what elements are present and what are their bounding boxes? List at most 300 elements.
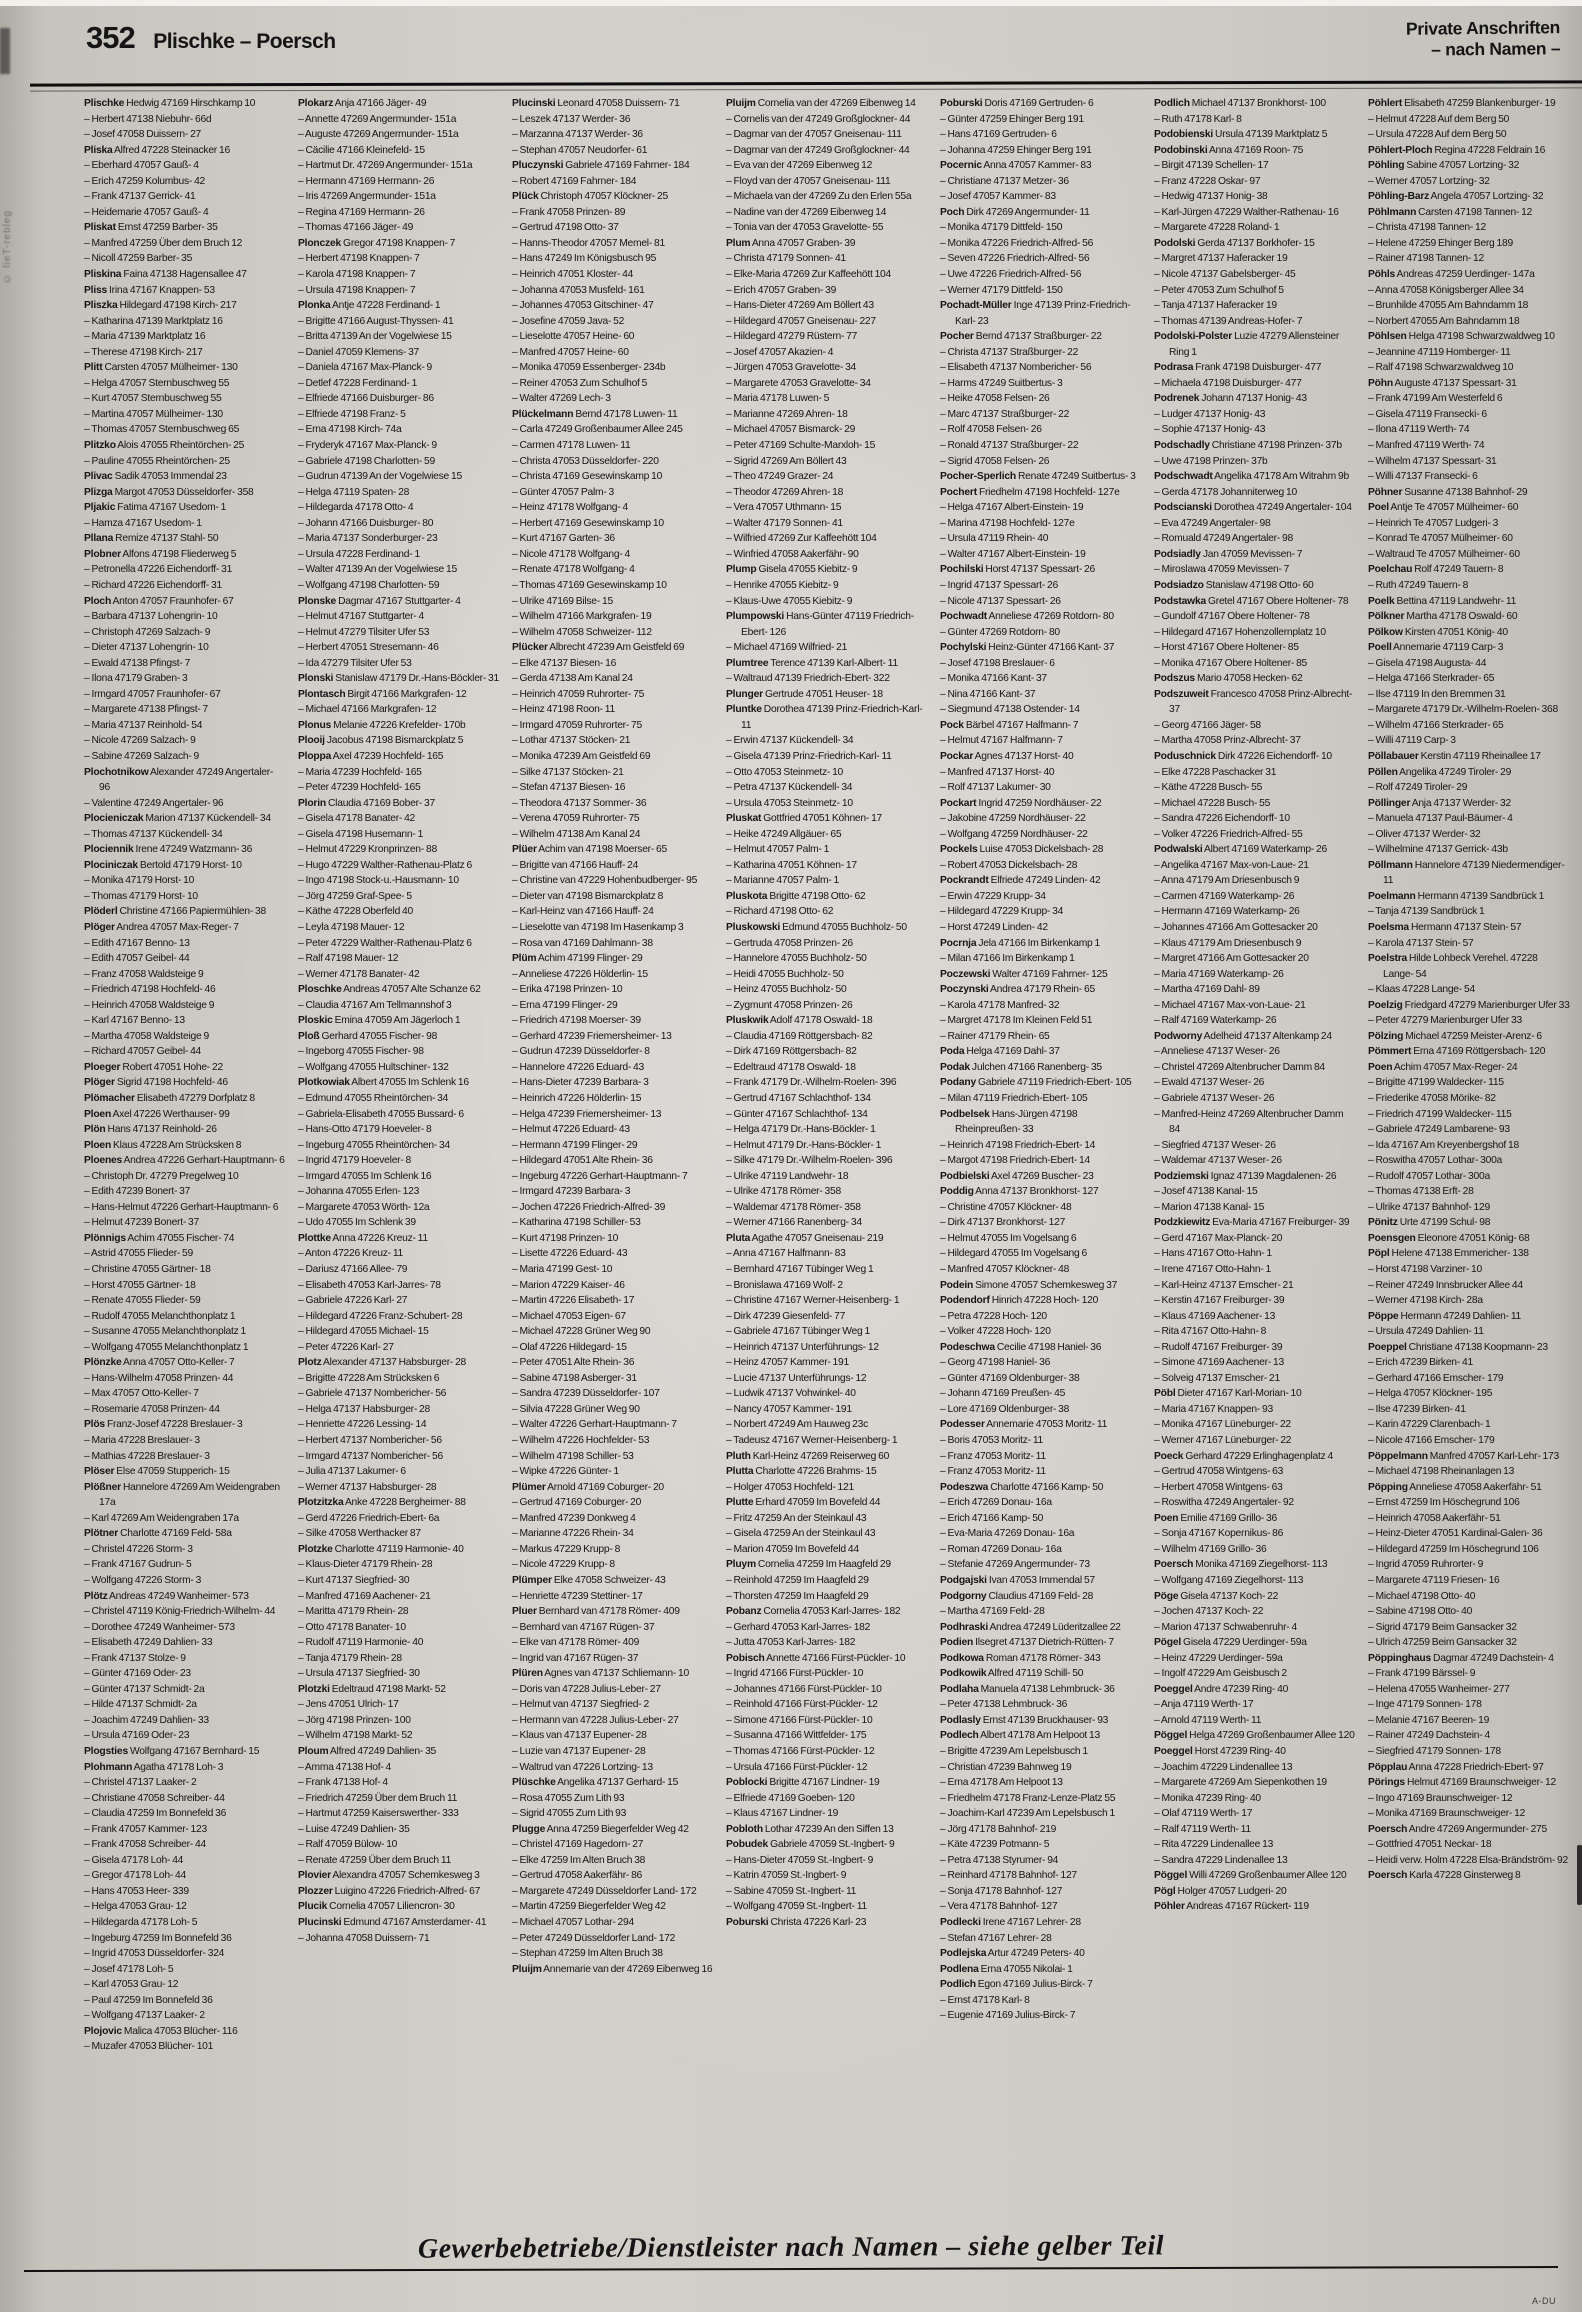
directory-entry: Pock Bärbel 47167 Halfmann- 7 bbox=[940, 719, 1079, 731]
entry-surname: Podlich bbox=[940, 1979, 976, 1991]
directory-entry: Plößner Hannelore 47269 Am Weidengraben 17a bbox=[84, 1481, 280, 1509]
directory-entry: – Gabriele 47137 Nombericher- 56 bbox=[298, 1388, 447, 1400]
directory-entry: – Michael 47198 Otto- 40 bbox=[1368, 1590, 1476, 1602]
directory-entry: – Ursula 47119 Rhein- 40 bbox=[940, 533, 1049, 545]
directory-entry: – Henriette 47239 Stettiner- 17 bbox=[512, 1590, 643, 1602]
entry-surname: Plutte bbox=[726, 1497, 754, 1509]
directory-entry: – Günter 47057 Palm- 3 bbox=[512, 486, 614, 498]
directory-entry: Pobanz Cornelia 47053 Karl-Jarres- 182 bbox=[726, 1606, 901, 1618]
directory-entry: – Helmut 47057 Palm- 1 bbox=[726, 844, 830, 856]
directory-entry: – Horst 47055 Gärtner- 18 bbox=[84, 1279, 196, 1291]
entry-surname: Ploch bbox=[84, 595, 112, 607]
directory-entry: – Christel 47226 Storm- 3 bbox=[84, 1543, 193, 1555]
entry-surname: Poell bbox=[1368, 642, 1392, 654]
directory-entry: Plös Franz-Josef 47228 Breslauer- 3 bbox=[84, 1419, 243, 1431]
directory-entry: – Josef 47058 Duissern- 27 bbox=[84, 129, 202, 141]
directory-entry: – Ingrid 47053 Düsseldorfer- 324 bbox=[84, 1948, 225, 1960]
directory-entry: – Holger 47053 Hochfeld- 121 bbox=[726, 1481, 854, 1493]
directory-entry: Pocernic Anna 47057 Kammer- 83 bbox=[940, 160, 1092, 172]
directory-entry: Poersch Karla 47228 Ginsterweg 8 bbox=[1368, 1870, 1521, 1882]
directory-entry: – Josef 47178 Loh- 5 bbox=[84, 1963, 174, 1975]
directory-entry: – Manfred 47057 Klöckner- 48 bbox=[940, 1264, 1070, 1276]
directory-entry: – Erna 47199 Flinger- 29 bbox=[512, 999, 618, 1011]
directory-entry: Pöhlert Elisabeth 47259 Blankenburger- 19 bbox=[1368, 98, 1556, 109]
directory-entry: – Michael 47166 Markgrafen- 12 bbox=[298, 704, 437, 716]
directory-entry: – Maria 47169 Waterkamp- 26 bbox=[1154, 968, 1284, 980]
directory-entry: – Peter 47138 Lehmbruck- 36 bbox=[940, 1699, 1068, 1711]
directory-entry: – Bernhard van 47167 Rügen- 37 bbox=[512, 1621, 655, 1633]
directory-entry: – Maria 47167 Knappen- 93 bbox=[1154, 1403, 1274, 1415]
directory-column-4 bbox=[726, 96, 928, 1931]
directory-entry: – Martin 47259 Biegerfelder Weg 42 bbox=[512, 1901, 666, 1913]
directory-entry: – Carmen 47178 Luwen- 11 bbox=[512, 440, 631, 452]
directory-entry: Plonka Antje 47228 Ferdinand- 1 bbox=[298, 300, 441, 312]
directory-entry: – Heidi verw. Holm 47228 Elsa-Brändström- 92 bbox=[1368, 1854, 1569, 1866]
directory-entry: Plorin Claudia 47169 Bober- 37 bbox=[298, 797, 435, 809]
directory-entry: – Petra 47137 Kückendell- 34 bbox=[726, 782, 853, 794]
directory-entry: Plitt Carsten 47057 Mülheimer- 130 bbox=[84, 362, 238, 374]
directory-entry: Podlena Erna 47055 Nikolai- 1 bbox=[940, 1963, 1073, 1975]
entry-surname: Pöpplau bbox=[1368, 1761, 1408, 1773]
entry-surname: Podkowa bbox=[940, 1652, 984, 1664]
entry-surname: Podlech bbox=[940, 1730, 979, 1742]
directory-entry: – Rolf 47137 Lakumer- 30 bbox=[940, 782, 1051, 794]
entry-surname: Plumpowski bbox=[726, 611, 785, 623]
directory-entry: – Gabriele 47167 Tübinger Weg 1 bbox=[726, 1326, 870, 1338]
directory-entry: – Heinrich 47051 Kloster- 44 bbox=[512, 269, 634, 281]
directory-entry: Plötz Andreas 47249 Wanheimer- 573 bbox=[84, 1590, 249, 1602]
entry-surname: Pöhlsen bbox=[1368, 331, 1407, 343]
entry-surname: Poburski bbox=[940, 98, 983, 109]
directory-entry: Poelmann Hermann 47139 Sandbrück 1 bbox=[1368, 890, 1545, 902]
entry-surname: Pocher-Sperlich bbox=[940, 471, 1016, 483]
directory-entry: Ploch Anton 47057 Fraunhofer- 67 bbox=[84, 595, 234, 607]
directory-entry: – Willi 47137 Fransecki- 6 bbox=[1368, 471, 1478, 483]
entry-surname: Podsiadzo bbox=[1154, 579, 1204, 591]
directory-entry: – Gertrud 47167 Schlachthof- 134 bbox=[726, 1093, 871, 1104]
entry-surname: Plonski bbox=[298, 673, 334, 685]
directory-entry: – Käte 47239 Potmann- 5 bbox=[940, 1839, 1050, 1851]
directory-entry: – Peter 47249 Düsseldorfer Land- 172 bbox=[512, 1932, 676, 1944]
directory-entry: – Doris van 47228 Julius-Leber- 27 bbox=[512, 1683, 661, 1695]
directory-entry: – Daniel 47059 Klemens- 37 bbox=[298, 346, 420, 358]
directory-entry: – Karola 47137 Stein- 57 bbox=[1368, 937, 1474, 949]
directory-entry: – Waldemar 47178 Römer- 358 bbox=[726, 1201, 861, 1213]
directory-entry: – Christine 47055 Gärtner- 18 bbox=[84, 1264, 211, 1276]
directory-entry: – Rudolf 47057 Lothar- 300a bbox=[1368, 1170, 1490, 1182]
directory-entry: – Jochen 47137 Koch- 22 bbox=[1154, 1606, 1264, 1618]
directory-entry: – Gundolf 47167 Obere Holtener- 78 bbox=[1154, 611, 1310, 623]
directory-entry: Plunger Gertrude 47051 Heuser- 18 bbox=[726, 688, 883, 700]
directory-entry: Plucik Cornelia 47057 Liliencron- 30 bbox=[298, 1901, 455, 1913]
directory-entry: – Manfred 47137 Horst- 40 bbox=[940, 766, 1055, 778]
directory-entry: – Ingrid 47137 Spessart- 26 bbox=[940, 579, 1058, 591]
directory-entry: – Karl-Heinz van 47166 Hauff- 24 bbox=[512, 906, 654, 918]
directory-entry: – Hans 47167 Otto-Hahn- 1 bbox=[1154, 1248, 1272, 1260]
directory-entry: – Petra 47138 Styrumer- 94 bbox=[940, 1854, 1059, 1866]
entry-surname: Podein bbox=[940, 1279, 974, 1291]
directory-entry: – Gerda 47138 Am Kanal 24 bbox=[512, 673, 633, 685]
directory-entry: – Franz 47053 Moritz- 11 bbox=[940, 1450, 1046, 1462]
entry-surname: Ploum bbox=[298, 1745, 329, 1757]
directory-entry: – Heinrich 47059 Ruhrorter- 75 bbox=[512, 688, 645, 700]
directory-entry: – Carla 47249 Großenbaumer Allee 245 bbox=[512, 424, 683, 436]
entry-surname: Poelk bbox=[1368, 595, 1395, 607]
directory-entry: – Brunhilde 47055 Am Bahndamm 18 bbox=[1368, 300, 1529, 312]
directory-entry: – Michaela 47198 Duisburger- 477 bbox=[1154, 377, 1302, 389]
directory-entry: – Christa 47198 Tannen- 12 bbox=[1368, 222, 1486, 234]
entry-surname: Podak bbox=[940, 1061, 970, 1073]
directory-entry: Podeszwa Charlotte 47166 Kamp- 50 bbox=[940, 1481, 1104, 1493]
directory-entry: – Gabriele 47137 Weser- 26 bbox=[1154, 1093, 1275, 1104]
directory-entry: – Hildegarda 47178 Otto- 4 bbox=[298, 502, 414, 514]
directory-entry: Podszus Mario 47058 Hecken- 62 bbox=[1154, 673, 1303, 685]
directory-entry: – Thorsten 47259 Im Haagfeld 29 bbox=[726, 1590, 869, 1602]
directory-entry: Poczewski Walter 47169 Fahrner- 125 bbox=[940, 968, 1108, 980]
directory-entry: – Marianne 47269 Ahren- 18 bbox=[726, 408, 848, 420]
directory-entry: – Claudia 47167 Am Tellmannshof 3 bbox=[298, 999, 452, 1011]
entry-surname: Podgorny bbox=[940, 1590, 987, 1602]
directory-entry: Plöger Sigrid 47198 Hochfeld- 46 bbox=[84, 1077, 228, 1089]
directory-entry: – Josefine 47059 Java- 52 bbox=[512, 315, 625, 327]
directory-entry: Plociniczak Bertold 47179 Horst- 10 bbox=[84, 859, 242, 871]
entry-surname: Plöger bbox=[84, 921, 115, 933]
directory-entry: Pochwadt Anneliese 47269 Rotdorn- 80 bbox=[940, 611, 1114, 623]
directory-entry: – Hildegard 47055 Im Vogelsang 6 bbox=[940, 1248, 1087, 1260]
directory-entry: – Herbert 47138 Niebuhr- 66d bbox=[84, 113, 212, 125]
directory-entry: – Vera 47178 Bahnhof- 127 bbox=[940, 1901, 1058, 1913]
directory-entry: – Maria 47199 Gest- 10 bbox=[512, 1264, 613, 1276]
directory-entry: Plüren Agnes van 47137 Schliemann- 10 bbox=[512, 1668, 689, 1680]
directory-entry: – Milan 47119 Friedrich-Ebert- 105 bbox=[940, 1093, 1088, 1104]
directory-entry: – Christine 47167 Werner-Heisenberg- 1 bbox=[726, 1295, 900, 1307]
directory-entry: – Hanns-Theodor 47057 Memel- 81 bbox=[512, 237, 665, 249]
directory-entry: – Karin 47229 Clarenbach- 1 bbox=[1368, 1419, 1491, 1431]
directory-entry: – Brigitte 47166 August-Thyssen- 41 bbox=[298, 315, 454, 327]
directory-entry: – Martin 47226 Elisabeth- 17 bbox=[512, 1295, 635, 1307]
entry-surname: Poersch bbox=[1154, 1559, 1194, 1571]
directory-entry: – Irmgard 47137 Nombericher- 56 bbox=[298, 1450, 443, 1462]
directory-entry: Plokarz Anja 47166 Jäger- 49 bbox=[298, 98, 427, 109]
directory-entry: Pögel Gisela 47229 Uerdinger- 59a bbox=[1154, 1637, 1307, 1649]
directory-entry: – Hildegard 47057 Gneisenau- 227 bbox=[726, 315, 876, 327]
entry-surname: Plojovic bbox=[84, 2025, 122, 2037]
directory-entry: – Monika 47167 Obere Holtener- 85 bbox=[1154, 657, 1308, 669]
directory-entry: – Claudia 47169 Röttgersbach- 82 bbox=[726, 1030, 873, 1042]
directory-entry: – Käthe 47228 Busch- 55 bbox=[1154, 782, 1263, 794]
directory-entry: Podein Simone 47057 Schemkesweg 37 bbox=[940, 1279, 1118, 1291]
entry-surname: Pluth bbox=[726, 1450, 751, 1462]
directory-entry: – Christoph 47269 Salzach- 9 bbox=[84, 626, 211, 638]
directory-entry: – Friedrich 47259 Über dem Bruch 11 bbox=[298, 1792, 458, 1804]
directory-entry: – Gisela 47119 Fransecki- 6 bbox=[1368, 408, 1487, 420]
directory-entry: – Peter 47279 Marienburger Ufer 33 bbox=[1368, 1015, 1522, 1027]
entry-surname: Pochwadt bbox=[940, 611, 988, 623]
directory-entry: – Peter 47051 Alte Rhein- 36 bbox=[512, 1357, 635, 1369]
directory-entry: Pöhn Auguste 47137 Spessart- 31 bbox=[1368, 377, 1517, 389]
page-header bbox=[86, 17, 1561, 78]
directory-entry: Plüm Achim 47199 Flinger- 29 bbox=[512, 953, 643, 965]
directory-entry: – Thomas 47179 Horst- 10 bbox=[84, 890, 198, 902]
directory-entry: Pochert Friedhelm 47198 Hochfeld- 127e bbox=[940, 486, 1120, 498]
directory-entry: – Ursula 47137 Siegfried- 30 bbox=[298, 1668, 420, 1680]
entry-surname: Plociniczak bbox=[84, 859, 138, 871]
directory-entry: Pluer Bernhard van 47178 Römer- 409 bbox=[512, 1606, 680, 1618]
directory-entry: – Ronald 47137 Straßburger- 22 bbox=[940, 440, 1079, 452]
directory-entry: – Brigitte 47199 Waldecker- 115 bbox=[1368, 1077, 1504, 1089]
directory-entry: – Ralf 47198 Mauer- 12 bbox=[298, 953, 399, 965]
entry-surname: Plohmann bbox=[84, 1761, 133, 1773]
directory-entry: Pockels Luise 47053 Dickelsbach- 28 bbox=[940, 844, 1104, 856]
directory-entry: – Margarete 47228 Roland- 1 bbox=[1154, 222, 1280, 234]
directory-entry: – Elke 47137 Biesen- 16 bbox=[512, 657, 617, 669]
directory-entry: Poeck Gerhard 47229 Erlinghagenplatz 4 bbox=[1154, 1450, 1333, 1462]
directory-entry: – Jochen 47226 Friedrich-Alfred- 39 bbox=[512, 1201, 666, 1213]
directory-entry: – Thomas 47137 Kückendell- 34 bbox=[84, 828, 223, 840]
directory-entry: Poeggel Horst 47239 Ring- 40 bbox=[1154, 1745, 1286, 1757]
directory-entry: – Lieselotte van 47198 Im Hasenkamp 3 bbox=[512, 921, 684, 933]
directory-entry: – Ingeburg 47226 Gerhart-Hauptmann- 7 bbox=[512, 1170, 688, 1182]
directory-entry: – Nicoll 47259 Barber- 35 bbox=[84, 253, 193, 265]
directory-entry: – Margarete 47053 Wörth- 12a bbox=[298, 1201, 430, 1213]
entry-surname: Pöhling-Barz bbox=[1368, 191, 1430, 203]
directory-entry: Ploeger Robert 47051 Hohe- 22 bbox=[84, 1061, 223, 1073]
directory-entry: – Margret 47137 Haferacker 19 bbox=[1154, 253, 1288, 265]
directory-entry: Pöpl Helene 47138 Emmericher- 138 bbox=[1368, 1248, 1529, 1260]
directory-entry: – Theo 47249 Grazer- 24 bbox=[726, 471, 834, 483]
directory-entry: – Werner 47137 Habsburger- 28 bbox=[298, 1481, 437, 1493]
directory-entry: – Gudrun 47139 An der Vogelwiese 15 bbox=[298, 471, 462, 483]
directory-entry: – Siegmund 47138 Ostender- 14 bbox=[940, 704, 1080, 716]
directory-entry: – Friedrich 47198 Hochfeld- 46 bbox=[84, 984, 216, 996]
directory-entry: – Helmut 47229 Kronprinzen- 88 bbox=[298, 844, 437, 856]
entry-surname: Pöpl bbox=[1368, 1248, 1390, 1260]
directory-entry: – Manfred 47259 Über dem Bruch 12 bbox=[84, 237, 243, 249]
directory-entry: – Helga 47167 Albert-Einstein- 19 bbox=[940, 502, 1084, 514]
entry-surname: Plochotnikow bbox=[84, 766, 149, 778]
directory-entry: – Werner 47178 Banater- 42 bbox=[298, 968, 420, 980]
entry-surname: Plön bbox=[84, 1124, 106, 1136]
directory-entry: – Katharina 47139 Marktplatz 16 bbox=[84, 315, 223, 327]
directory-entry: Pluym Cornelia 47259 Im Haagfeld 29 bbox=[726, 1559, 891, 1571]
directory-entry: – Boris 47053 Moritz- 11 bbox=[940, 1435, 1044, 1447]
directory-entry: – Olaf 47226 Hildegard- 15 bbox=[512, 1341, 627, 1353]
header-divider bbox=[30, 80, 1582, 91]
directory-entry: – Thomas 47057 Sternbuschweg 65 bbox=[84, 424, 240, 436]
directory-entry: – Maria 47137 Sonderburger- 23 bbox=[298, 533, 438, 545]
directory-entry: – Fryderyk 47167 Max-Planck- 9 bbox=[298, 440, 437, 452]
directory-entry: – Kurt 47057 Sternbuschweg 55 bbox=[84, 393, 222, 405]
directory-entry: – Michael 47198 Rheinanlagen 13 bbox=[1368, 1466, 1515, 1478]
directory-entry: Plontasch Birgit 47166 Markgrafen- 12 bbox=[298, 688, 467, 700]
directory-entry: – Anna 47167 Halfmann- 83 bbox=[726, 1248, 846, 1260]
directory-entry: – Herbert 47169 Gesewinskamp 10 bbox=[512, 517, 664, 529]
directory-entry: – Monika 47179 Horst- 10 bbox=[84, 875, 195, 887]
entry-surname: Podlasly bbox=[940, 1714, 981, 1726]
directory-entry: – Hermann 47169 Waterkamp- 26 bbox=[1154, 906, 1300, 918]
directory-entry: – Christel 47269 Altenbrucher Damm 84 bbox=[1154, 1061, 1325, 1073]
directory-entry: – Helmut 47167 Halfmann- 7 bbox=[940, 735, 1063, 747]
directory-entry: Plovier Alexandra 47057 Schemkesweg 3 bbox=[298, 1870, 480, 1882]
directory-entry: Plitzko Alois 47055 Rheintörchen- 25 bbox=[84, 440, 245, 452]
directory-entry: Podstawka Gretel 47167 Obere Holtener- 78 bbox=[1154, 595, 1349, 607]
directory-entry: Ploskic Emina 47059 Am Jägerloch 1 bbox=[298, 1015, 461, 1027]
directory-entry: – Hans-Otto 47179 Hoeveler- 8 bbox=[298, 1124, 432, 1136]
directory-entry: Plotzitzka Anke 47228 Bergheimer- 88 bbox=[298, 1497, 466, 1509]
directory-entry: – Marianne 47226 Rhein- 34 bbox=[512, 1528, 634, 1540]
entry-surname: Plorin bbox=[298, 797, 326, 809]
directory-entry: – Hannelore 47226 Eduard- 43 bbox=[512, 1061, 645, 1073]
directory-entry: – Richard 47198 Otto- 62 bbox=[726, 906, 834, 918]
directory-entry: – Anna 47058 Königsberger Allee 34 bbox=[1368, 284, 1524, 296]
entry-surname: Pöhlert-Ploch bbox=[1368, 144, 1433, 156]
section-label-line2: – nach Namen – bbox=[1430, 38, 1561, 60]
directory-entry: Plön Hans 47137 Reinhold- 26 bbox=[84, 1124, 217, 1136]
entry-surname: Pöge bbox=[1154, 1590, 1179, 1602]
directory-entry: – Nina 47166 Kant- 37 bbox=[940, 688, 1036, 700]
directory-entry: – Sabine 47198 Otto- 40 bbox=[1368, 1606, 1473, 1618]
directory-entry: Pochylski Heinz-Günter 47166 Kant- 37 bbox=[940, 642, 1115, 654]
section-label bbox=[1406, 17, 1561, 61]
directory-entry: – Karl 47269 Am Weidengraben 17a bbox=[84, 1512, 239, 1524]
directory-entry: – Rudolf 47055 Melanchthonplatz 1 bbox=[84, 1310, 236, 1322]
entry-surname: Pöhls bbox=[1368, 269, 1396, 281]
directory-entry: Pöhling Sabine 47057 Lortzing- 32 bbox=[1368, 160, 1520, 172]
directory-entry: Plochotnikow Alexander 47249 Angertaler- 96 bbox=[84, 766, 274, 794]
directory-entry: – Waltrud van 47226 Lortzing- 13 bbox=[512, 1761, 653, 1773]
directory-entry: Poell Annemarie 47119 Carp- 3 bbox=[1368, 642, 1504, 654]
entry-surname: Pochylski bbox=[940, 642, 987, 654]
directory-entry: – Gabriele 47249 Lambarene- 93 bbox=[1368, 1124, 1510, 1136]
directory-entry: – Hartmut Dr. 47269 Angermunder- 151a bbox=[298, 160, 473, 172]
directory-entry: – Anneliese 47137 Weser- 26 bbox=[1154, 1046, 1280, 1058]
directory-entry: Plonczek Gregor 47198 Knappen- 7 bbox=[298, 237, 456, 249]
directory-entry: – Thomas 47169 Gesewinskamp 10 bbox=[512, 579, 667, 591]
directory-entry: – Manfred 47239 Donkweg 4 bbox=[512, 1512, 636, 1524]
directory-entry: Podlaha Manuela 47138 Lehmbruck- 36 bbox=[940, 1683, 1115, 1695]
directory-entry: Poeppel Christiane 47138 Koopmann- 23 bbox=[1368, 1341, 1548, 1353]
entry-surname: Pluym bbox=[726, 1559, 756, 1571]
directory-entry: – Heidi 47055 Buchholz- 50 bbox=[726, 968, 844, 980]
directory-entry: Podwalski Albert 47169 Waterkamp- 26 bbox=[1154, 844, 1327, 856]
directory-entry: – Rosa 47055 Zum Lith 93 bbox=[512, 1792, 625, 1804]
entry-surname: Pliss bbox=[84, 284, 108, 296]
directory-entry: – Wilhelm 47198 Schiller- 53 bbox=[512, 1450, 634, 1462]
directory-entry: – Hans-Wilhelm 47058 Prinzen- 44 bbox=[84, 1372, 234, 1384]
directory-entry: – Sigrid 47058 Felsen- 26 bbox=[940, 455, 1050, 467]
directory-entry: – Frank 47058 Schreiber- 44 bbox=[84, 1839, 206, 1851]
entry-surname: Pobanz bbox=[726, 1606, 762, 1618]
entry-surname: Pöggel bbox=[1154, 1730, 1188, 1742]
directory-entry: – Walter 47226 Gerhart-Hauptmann- 7 bbox=[512, 1419, 677, 1431]
entry-surname: Podrasa bbox=[1154, 362, 1194, 374]
directory-entry: – Katharina 47051 Köhnen- 17 bbox=[726, 859, 857, 871]
directory-entry: – Christine 47057 Klöckner- 48 bbox=[940, 1201, 1072, 1213]
directory-entry: – Helmut 47167 Stuttgarter- 4 bbox=[298, 611, 424, 623]
entry-surname: Poda bbox=[940, 1046, 965, 1058]
section-label-line1: Private Anschriften bbox=[1405, 17, 1560, 39]
directory-entry: – Romuald 47249 Angertaler- 98 bbox=[1154, 533, 1293, 545]
directory-entry: Podbielski Axel 47269 Buscher- 23 bbox=[940, 1170, 1094, 1182]
directory-entry: Pöbl Dieter 47167 Karl-Morian- 10 bbox=[1154, 1388, 1302, 1400]
entry-surname: Pljakic bbox=[84, 502, 116, 514]
directory-entry: – Gabriele 47198 Charlotten- 59 bbox=[298, 455, 435, 467]
entry-surname: Pliskina bbox=[84, 269, 122, 281]
entry-surname: Pochadt-Müller bbox=[940, 300, 1012, 312]
directory-entry: Plobner Alfons 47198 Fliederweg 5 bbox=[84, 548, 237, 560]
entry-surname: Plümer bbox=[512, 1481, 546, 1493]
directory-entry: – Ingeburg 47259 Im Bonnefeld 36 bbox=[84, 1932, 232, 1944]
entry-surname: Plöderl bbox=[84, 906, 118, 918]
entry-surname: Pölzing bbox=[1368, 1030, 1404, 1042]
directory-entry: – Helmut 47239 Bonert- 37 bbox=[84, 1217, 199, 1229]
directory-entry: – Monika 47166 Kant- 37 bbox=[940, 673, 1047, 685]
directory-entry: – Ursula 47169 Oder- 23 bbox=[84, 1730, 190, 1742]
directory-entry: – Robert 47169 Fahrner- 184 bbox=[512, 175, 637, 187]
directory-entry: – Monika 47239 Ring- 40 bbox=[1154, 1792, 1261, 1804]
entry-surname: Poduschnick bbox=[1154, 750, 1216, 762]
directory-entry: – Edmund 47055 Rheintörchen- 34 bbox=[298, 1093, 449, 1104]
entry-surname: Ploppa bbox=[298, 750, 332, 762]
directory-entry: Podien Ilsegret 47137 Dietrich-Rütten- 7 bbox=[940, 1637, 1114, 1649]
directory-entry: – Heinz 47057 Kammer- 191 bbox=[726, 1357, 849, 1369]
directory-entry: – Ursula 47249 Dahlien- 11 bbox=[1368, 1326, 1484, 1338]
entry-surname: Pocher bbox=[940, 331, 974, 343]
directory-entry: – Margarete 47119 Friesen- 16 bbox=[1368, 1574, 1500, 1586]
directory-entry: – Erich 47269 Donau- 16a bbox=[940, 1497, 1052, 1509]
directory-entry: – Johannes 47166 Am Gottesacker 20 bbox=[1154, 921, 1318, 933]
directory-entry: – Susanna 47166 Wittfelder- 175 bbox=[726, 1730, 867, 1742]
directory-entry: – Miroslawa 47059 Mevissen- 7 bbox=[1154, 564, 1290, 576]
directory-entry: – Lore 47169 Oldenburger- 38 bbox=[940, 1403, 1070, 1415]
directory-entry: Pöhlert-Ploch Regina 47228 Feldrain 16 bbox=[1368, 144, 1546, 156]
scan-corner-artifact bbox=[0, 28, 10, 74]
directory-entry: – Erika 47198 Prinzen- 10 bbox=[512, 984, 623, 996]
directory-entry: – Barbara 47137 Lohengrin- 10 bbox=[84, 611, 218, 623]
directory-entry: Poduschnick Dirk 47226 Eichendorff- 10 bbox=[1154, 750, 1332, 762]
directory-entry: – Sigrid 47269 Am Böllert 43 bbox=[726, 455, 847, 467]
directory-entry: – Maria 47139 Marktplatz 16 bbox=[84, 331, 206, 343]
directory-entry: Podworny Adelheid 47137 Altenkamp 24 bbox=[1154, 1030, 1332, 1042]
entry-surname: Pöggel bbox=[1154, 1870, 1188, 1882]
directory-entry: – Heinrich 47058 Waldsteige 9 bbox=[84, 999, 215, 1011]
directory-entry: – Uwe 47226 Friedrich-Alfred- 56 bbox=[940, 269, 1082, 281]
directory-entry: Podlich Egon 47169 Julius-Birck- 7 bbox=[940, 1979, 1093, 1991]
directory-entry: – Walter 47269 Lech- 3 bbox=[512, 393, 611, 405]
directory-entry: – Hans-Dieter 47269 Am Böllert 43 bbox=[726, 300, 874, 312]
entry-surname: Pluta bbox=[726, 1232, 751, 1244]
directory-entry: – Rolf 47249 Tiroler- 29 bbox=[1368, 782, 1468, 794]
directory-entry: – Irmgard 47059 Ruhrorter- 75 bbox=[512, 719, 643, 731]
page-title: Plischke – Poersch bbox=[153, 30, 336, 53]
directory-entry: Pöpping Anneliese 47058 Aakerfähr- 51 bbox=[1368, 1481, 1542, 1493]
directory-entry: – Richard 47057 Geibel- 44 bbox=[84, 1046, 202, 1058]
directory-entry: – Manfred 47119 Werth- 74 bbox=[1368, 440, 1485, 452]
directory-entry: – Günter 47167 Schlachthof- 134 bbox=[726, 1108, 868, 1120]
directory-entry: – Gerhard 47239 Friemersheimer- 13 bbox=[512, 1030, 672, 1042]
directory-entry: – Wilhelm 47226 Hochfelder- 53 bbox=[512, 1435, 650, 1447]
directory-entry: – Jens 47051 Ulrich- 17 bbox=[298, 1699, 399, 1711]
directory-entry: – Heinrich 47226 Hölderlin- 15 bbox=[512, 1093, 642, 1104]
gutter-watermark: © lieT-rebleg bbox=[2, 210, 13, 284]
entry-surname: Pömmert bbox=[1368, 1046, 1412, 1058]
directory-entry: – Friedhelm 47178 Franz-Lenze-Platz 55 bbox=[940, 1792, 1116, 1804]
directory-entry: Pluskowski Edmund 47055 Buchholz- 50 bbox=[726, 921, 907, 933]
directory-entry: – Monika 47226 Friedrich-Alfred- 56 bbox=[940, 237, 1094, 249]
directory-entry: – Henrike 47055 Kiebitz- 9 bbox=[726, 579, 839, 591]
directory-entry: – Iris 47269 Angermunder- 151a bbox=[298, 191, 436, 203]
directory-entry: Poen Achim 47057 Max-Reger- 24 bbox=[1368, 1061, 1518, 1073]
